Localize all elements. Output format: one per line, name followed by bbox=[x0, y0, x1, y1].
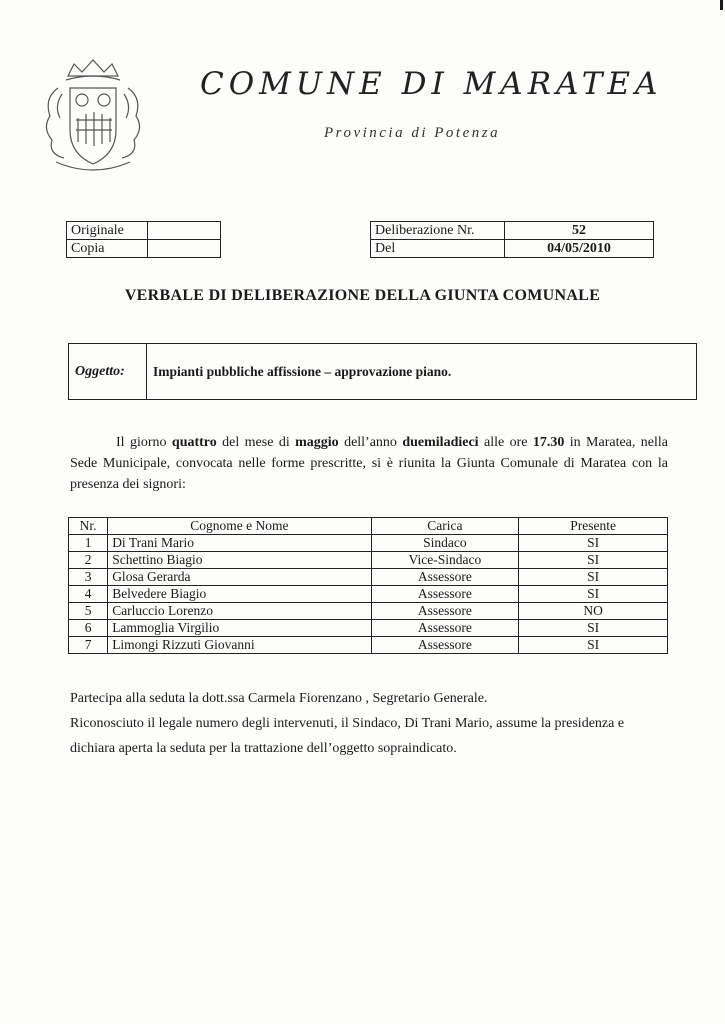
member-name: Schettino Biagio bbox=[108, 552, 371, 569]
intro-text-5: in Maratea, nella Sede Municipale, convocata nelle forme prescritte, si è riunita la Giunta Comunale di Maratea con la presenza dei signori: bbox=[70, 435, 669, 492]
member-presente: SI bbox=[519, 535, 668, 552]
del-date: 04/05/2010 bbox=[505, 240, 654, 258]
member-carica: Vice-Sindaco bbox=[371, 552, 519, 569]
member-nr: 3 bbox=[69, 569, 108, 586]
header-nr: Nr. bbox=[69, 518, 108, 535]
originale-copia-table bbox=[66, 221, 221, 258]
member-nr: 4 bbox=[69, 586, 108, 603]
verbale-title: VERBALE DI DELIBERAZIONE DELLA GIUNTA COMUNALE bbox=[124, 287, 601, 304]
member-name: Carluccio Lorenzo bbox=[108, 603, 371, 620]
provincia-subtitle: Provincia di Potenza bbox=[324, 125, 501, 141]
deliberazione-number: 52 bbox=[505, 222, 654, 240]
del-label: Del bbox=[371, 240, 505, 258]
intro-text-3: dell’anno bbox=[338, 435, 403, 450]
member-carica: Sindaco bbox=[371, 535, 519, 552]
member-presente: SI bbox=[519, 569, 668, 586]
del-row bbox=[371, 240, 654, 258]
member-name: Limongi Rizzuti Giovanni bbox=[108, 637, 371, 654]
intro-paragraph bbox=[70, 432, 668, 495]
member-presente: SI bbox=[519, 586, 668, 603]
scan-mark bbox=[720, 0, 723, 10]
member-carica: Assessore bbox=[371, 637, 519, 654]
member-carica: Assessore bbox=[371, 603, 519, 620]
originale-label: Originale bbox=[67, 222, 148, 240]
closing-paragraph bbox=[70, 686, 680, 761]
intro-text-1: Il giorno bbox=[116, 435, 172, 450]
member-nr: 7 bbox=[69, 637, 108, 654]
table-row bbox=[69, 586, 668, 603]
originale-value bbox=[148, 222, 221, 240]
oggetto-box bbox=[68, 343, 697, 400]
member-name: Glosa Gerarda bbox=[108, 569, 371, 586]
member-carica: Assessore bbox=[371, 569, 519, 586]
member-presente: SI bbox=[519, 620, 668, 637]
member-nr: 1 bbox=[69, 535, 108, 552]
intro-anno: duemiladieci bbox=[402, 435, 479, 450]
intro-text-4: alle ore bbox=[478, 435, 533, 450]
oggetto-text: Impianti pubbliche affissione – approvazione piano. bbox=[153, 364, 452, 379]
members-table bbox=[68, 517, 668, 654]
member-presente: SI bbox=[519, 637, 668, 654]
deliberazione-table bbox=[370, 221, 654, 258]
member-name: Belvedere Biagio bbox=[108, 586, 371, 603]
closing-line-1: Partecipa alla seduta la dott.ssa Carmela Fiorenzano , Segretario Generale. bbox=[70, 691, 488, 706]
table-row bbox=[69, 637, 668, 654]
member-presente: NO bbox=[519, 603, 668, 620]
municipal-crest-icon bbox=[38, 58, 148, 178]
copia-row bbox=[67, 240, 221, 258]
deliberazione-label: Deliberazione Nr. bbox=[371, 222, 505, 240]
member-nr: 5 bbox=[69, 603, 108, 620]
table-row bbox=[69, 620, 668, 637]
member-carica: Assessore bbox=[371, 620, 519, 637]
intro-text-2: del mese di bbox=[216, 435, 296, 450]
copia-label: Copia bbox=[67, 240, 148, 258]
copia-value bbox=[148, 240, 221, 258]
member-nr: 6 bbox=[69, 620, 108, 637]
comune-title: COMUNE DI MARATEA bbox=[200, 66, 663, 102]
member-presente: SI bbox=[519, 552, 668, 569]
table-row bbox=[69, 535, 668, 552]
member-name: Lammoglia Virgilio bbox=[108, 620, 371, 637]
header-presente: Presente bbox=[519, 518, 668, 535]
member-carica: Assessore bbox=[371, 586, 519, 603]
table-row bbox=[69, 552, 668, 569]
header-nome: Cognome e Nome bbox=[108, 518, 371, 535]
intro-ora: 17.30 bbox=[532, 435, 565, 450]
deliberazione-row bbox=[371, 222, 654, 240]
members-header-row bbox=[69, 518, 668, 535]
member-name: Di Trani Mario bbox=[108, 535, 371, 552]
table-row bbox=[69, 569, 668, 586]
closing-line-2: Riconosciuto il legale numero degli intervenuti, il Sindaco, Di Trani Mario, assume la presidenza e bbox=[70, 716, 625, 731]
member-nr: 2 bbox=[69, 552, 108, 569]
closing-line-3: dichiara aperta la seduta per la trattazione dell’oggetto sopraindicato. bbox=[70, 741, 457, 756]
table-row bbox=[69, 603, 668, 620]
header-carica: Carica bbox=[371, 518, 519, 535]
oggetto-label: Oggetto: bbox=[69, 344, 147, 399]
originale-row bbox=[67, 222, 221, 240]
intro-mese: maggio bbox=[295, 435, 339, 450]
intro-giorno: quattro bbox=[171, 435, 217, 450]
